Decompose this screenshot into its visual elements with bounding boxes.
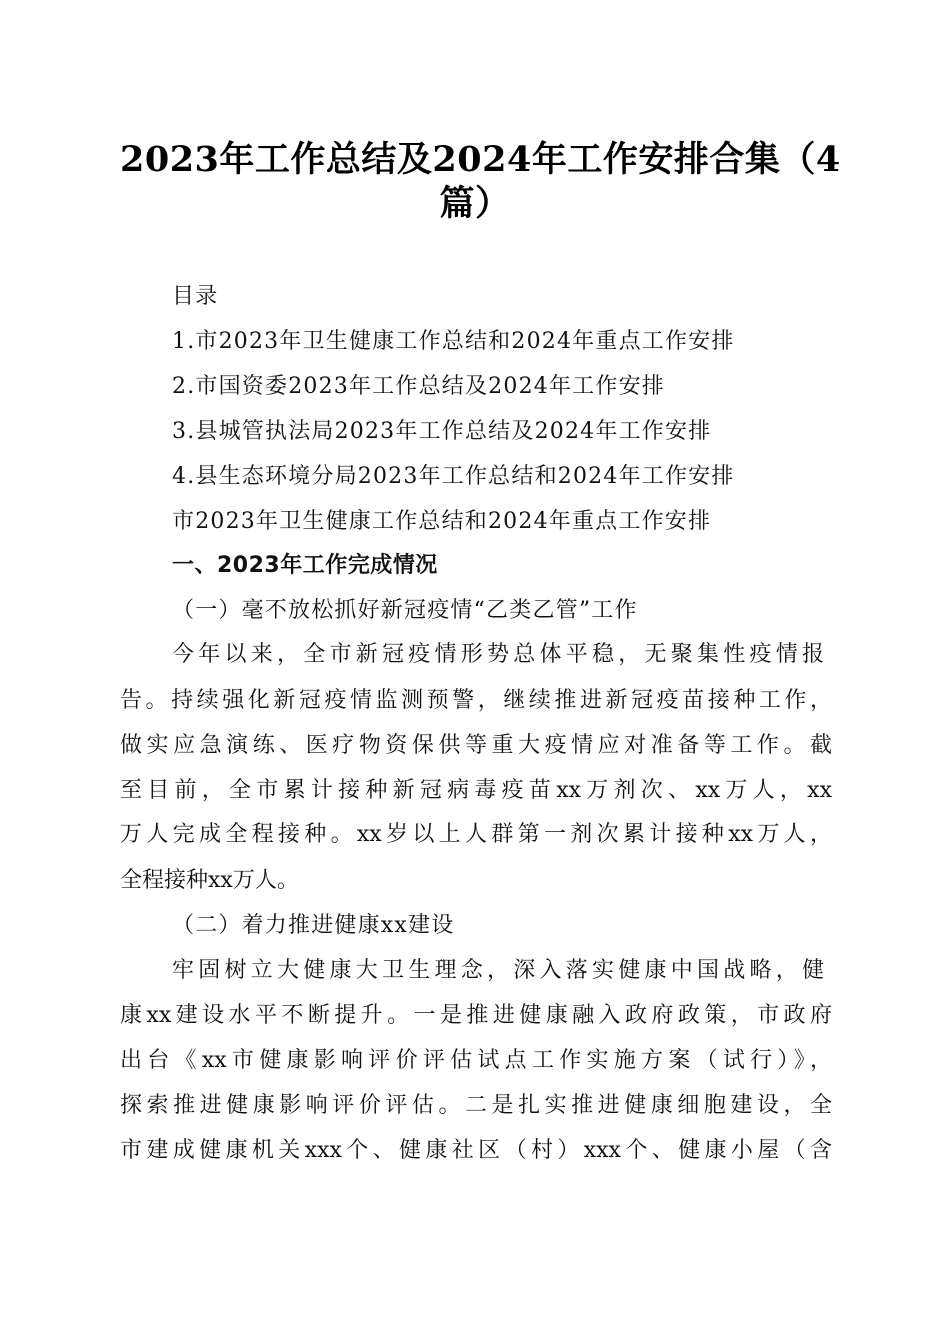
paragraph-2-line-4: 探索推进健康影响评价评估。二是扎实推进健康细胞建设，全 xyxy=(120,1093,832,1118)
article-title: 市2023年卫生健康工作总结和2024年重点工作安排 xyxy=(172,509,712,534)
document-title-line-1: 2023年工作总结及2024年工作安排合集（4 xyxy=(120,139,841,180)
document-title-line-2: 篇） xyxy=(439,183,511,224)
toc-item-2: 2.市国资委2023年工作总结及2024年工作安排 xyxy=(172,374,665,399)
subsection-heading-1: （一）毫不放松抓好新冠疫情“乙类乙管”工作 xyxy=(172,598,638,623)
paragraph-1-line-1: 今年以来，全市新冠疫情形势总体平稳，无聚集性疫情报 xyxy=(172,642,824,667)
toc-heading: 目录 xyxy=(172,284,219,309)
paragraph-2-line-2: 康xx建设水平不断提升。一是推进健康融入政府政策，市政府 xyxy=(120,1003,832,1028)
subsection-heading-2: （二）着力推进健康xx建设 xyxy=(172,913,455,938)
paragraph-2-line-1: 牢固树立大健康大卫生理念，深入落实健康中国战略，健 xyxy=(172,958,824,983)
paragraph-1-line-3: 做实应急演练、医疗物资保供等重大疫情应对准备等工作。截 xyxy=(120,733,832,758)
paragraph-1-line-2: 告。持续强化新冠疫情监测预警，继续推进新冠疫苗接种工作， xyxy=(120,688,832,713)
document-title xyxy=(120,138,841,226)
paragraph-2-line-5: 市建成健康机关xxx个、健康社区（村）xxx个、健康小屋（含 xyxy=(120,1138,832,1163)
paragraph-1-line-5: 万人完成全程接种。xx岁以上人群第一剂次累计接种xx万人， xyxy=(120,822,832,847)
paragraph-1-line-6: 全程接种xx万人。 xyxy=(120,868,299,893)
paragraph-2-line-3: 出台《xx市健康影响评价评估试点工作实施方案（试行）》， xyxy=(120,1048,832,1073)
section-heading-1: 一、2023年工作完成情况 xyxy=(172,553,438,578)
toc-item-1: 1.市2023年卫生健康工作总结和2024年重点工作安排 xyxy=(172,329,735,354)
paragraph-1-line-4: 至目前，全市累计接种新冠病毒疫苗xx万剂次、xx万人，xx xyxy=(120,778,832,803)
toc-item-4: 4.县生态环境分局2023年工作总结和2024年工作安排 xyxy=(172,464,735,489)
toc-item-3: 3.县城管执法局2023年工作总结及2024年工作安排 xyxy=(172,419,712,444)
